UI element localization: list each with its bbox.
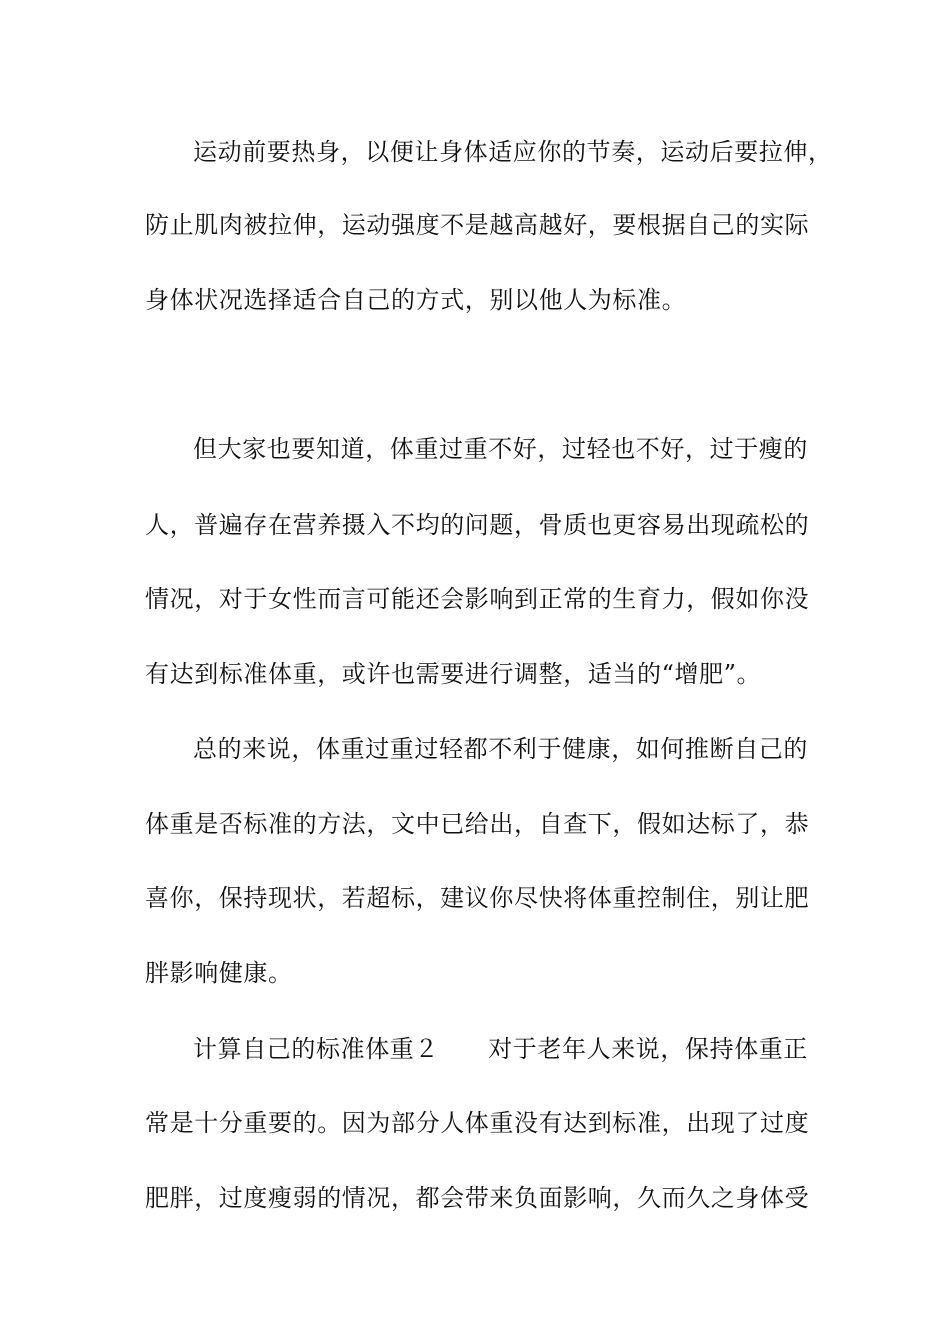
paragraph-2-line-3: 情况，对于女性而言可能还会影响到正常的生育力，假如你没	[145, 585, 810, 613]
paragraph-3-line-1: 总的来说，体重过重过轻都不利于健康，如何推断自己的	[193, 735, 808, 763]
paragraph-1-line-2: 防止肌肉被拉伸，运动强度不是越高越好，要根据自己的实际	[145, 211, 810, 239]
paragraph-4-line-3: 肥胖，过度瘦弱的情况，都会带来负面影响，久而久之身体受	[145, 1184, 810, 1212]
paragraph-3-line-3: 喜你，保持现状，若超标，建议你尽快将体重控制住，别让肥	[145, 884, 810, 912]
paragraph-1-line-1: 运动前要热身，以便让身体适应你的节奏，运动后要拉伸，	[193, 138, 833, 166]
paragraph-2-line-1: 但大家也要知道，体重过重不好，过轻也不好，过于瘦的	[193, 435, 808, 463]
paragraph-4-line-1: 计算自己的标准体重２ 对于老年人来说，保持体重正	[193, 1035, 808, 1063]
paragraph-2-line-4: 有达到标准体重，或许也需要进行调整，适当的“增肥”。	[145, 660, 762, 688]
paragraph-3-line-2: 体重是否标准的方法，文中已给出，自查下，假如达标了，恭	[145, 810, 810, 838]
paragraph-2-line-2: 人，普遍存在营养摄入不均的问题，骨质也更容易出现疏松的	[145, 511, 810, 539]
paragraph-3-line-4: 胖影响健康。	[145, 959, 293, 987]
paragraph-4-line-2: 常是十分重要的。因为部分人体重没有达到标准，出现了过度	[145, 1109, 810, 1137]
paragraph-1-line-3: 身体状况选择适合自己的方式，别以他人为标准。	[145, 286, 687, 314]
